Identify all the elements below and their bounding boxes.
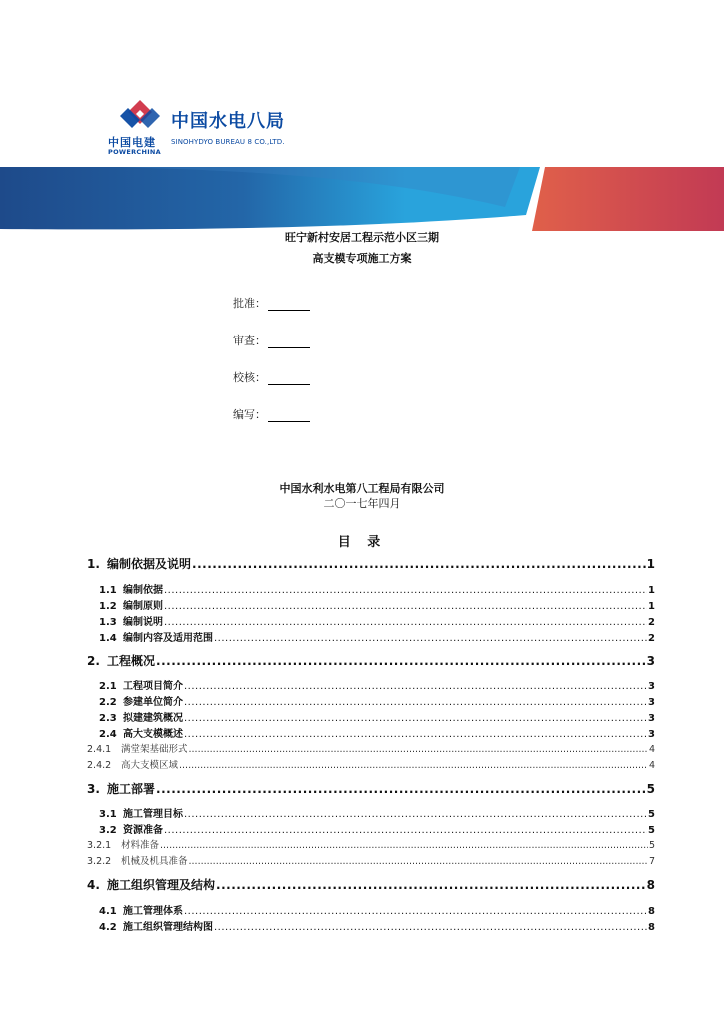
signoff-write: 编写： [233,406,310,422]
toc-entry[interactable]: 2.4.2 高大支模区域 ..... 4 [87,757,655,771]
logo-org-en: POWERCHINA [108,148,162,156]
toc-entry[interactable]: 1. 编制依据及说明 ..... 1 [87,555,655,572]
powerchina-logo-icon [118,100,162,132]
signoff-approve: 批准： [233,295,310,311]
toc-entry[interactable]: 1.3 编制说明 ..... 2 [87,613,655,628]
toc-entry[interactable]: 2.2 参建单位简介 ..... 3 [87,693,655,708]
toc-entry[interactable]: 3. 施工部署 ..... 5 [87,780,655,797]
signoff-review: 审查： [233,332,310,348]
company-logo [108,100,308,160]
toc-entry[interactable]: 1.1 编制依据 ..... 1 [87,581,655,596]
toc-entry[interactable]: 3.2.1 材料准备 ..... 5 [87,837,655,851]
brand-name-cn: 中国水电八局 [171,111,285,132]
toc-entry[interactable]: 4.1 施工管理体系 ..... 8 [87,902,655,917]
toc-entry[interactable]: 2.4 高大支模概述 ..... 3 [87,725,655,740]
signoff-check: 校核： [233,369,310,385]
company-name: 中国水利水电第八工程局有限公司 [279,482,445,495]
toc-entry[interactable]: 2. 工程概况 ..... 3 [87,652,655,669]
toc-entry[interactable]: 3.1 施工管理目标 ..... 5 [87,805,655,820]
project-title: 旺宁新村安居工程示范小区三期 [285,231,439,244]
toc-entry[interactable]: 3.2 资源准备 ..... 5 [87,821,655,836]
toc-entry[interactable]: 2.3 拟建建筑概况 ..... 3 [87,709,655,724]
header-banner [0,167,724,231]
toc-entry[interactable]: 1.4 编制内容及适用范围 ..... 2 [87,629,655,644]
toc-entry[interactable]: 2.1 工程项目简介 ..... 3 [87,677,655,692]
toc-entry[interactable]: 4. 施工组织管理及结构 ..... 8 [87,876,655,893]
toc-entry[interactable]: 1.2 编制原则 ..... 1 [87,597,655,612]
toc-entry[interactable]: 3.2.2 机械及机具准备 ..... 7 [87,853,655,867]
toc-entry[interactable]: 2.4.1 满堂架基础形式 ..... 4 [87,741,655,755]
logo-org-cn: 中国电建 [108,136,156,149]
toc-entry[interactable]: 4.2 施工组织管理结构图 ..... 8 [87,918,655,933]
scheme-title: 高支模专项施工方案 [312,252,412,265]
issue-date: 二〇一七年四月 [323,497,401,510]
brand-name-en: SINOHYDYO BUREAU 8 CO.,LTD. [171,138,285,146]
toc-heading: 目 录 [337,535,387,550]
